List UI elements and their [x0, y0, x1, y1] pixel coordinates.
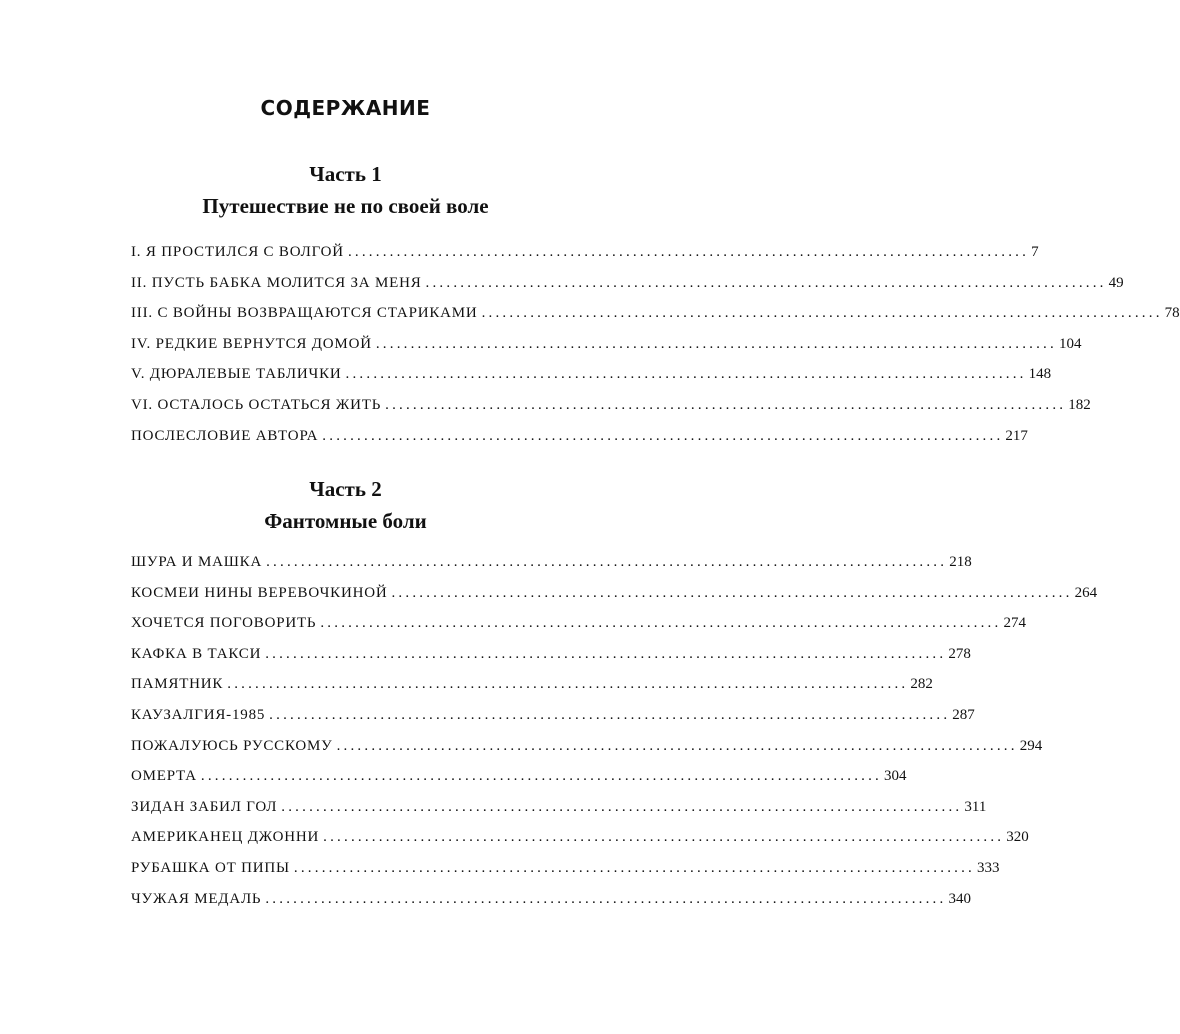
toc-entry[interactable]: [131, 884, 971, 915]
toc-entry-page: 7: [1031, 244, 1039, 260]
toc-entry-page: 320: [1006, 829, 1029, 846]
toc-entry-page: 287: [952, 706, 975, 723]
toc-entry[interactable]: [131, 421, 1028, 452]
toc-entry-page: 264: [1074, 584, 1098, 601]
part-2-heading: [0, 473, 691, 537]
toc-entry-page: 278: [948, 645, 971, 662]
toc-entry-title: V. ДЮРАЛЕВЫЕ ТАБЛИЧКИ: [131, 366, 342, 383]
toc-entry-title: ШУРА И МАШКА: [131, 554, 263, 570]
toc-leader: ..................................................................................................: [265, 645, 947, 662]
toc-entry-title: VI. ОСТАЛОСЬ ОСТАТЬСЯ ЖИТЬ: [131, 396, 382, 413]
part-1-label: Часть 1: [309, 162, 382, 186]
toc-leader: ..................................................................................................: [481, 305, 1163, 322]
toc-entry-title: ПОСЛЕСЛОВИЕ АВТОРА: [131, 427, 319, 444]
toc-entry[interactable]: [131, 792, 987, 823]
toc-entry-page: 274: [1003, 615, 1026, 632]
toc-entry[interactable]: [131, 237, 1039, 268]
toc-entry-title: I. Я ПРОСТИЛСЯ С ВОЛГОЙ: [131, 244, 344, 260]
toc-entry[interactable]: [131, 822, 1029, 853]
part-2-toc: [131, 547, 1098, 914]
toc-entry[interactable]: [131, 639, 971, 670]
toc-entry-page: 217: [1005, 427, 1028, 444]
toc-entry[interactable]: [131, 853, 1000, 884]
toc-entry[interactable]: [131, 608, 1026, 639]
toc-entry-page: 294: [1019, 737, 1043, 754]
toc-entry[interactable]: [131, 390, 1091, 421]
toc-entry[interactable]: [131, 731, 1043, 762]
toc-leader: ..................................................................................................: [322, 427, 1004, 444]
toc-entry-page: 148: [1028, 366, 1052, 383]
toc-entry-title: ПАМЯТНИК: [131, 676, 224, 693]
toc-entry[interactable]: [131, 578, 1098, 609]
toc-entry-title: III. С ВОЙНЫ ВОЗВРАЩАЮТСЯ СТАРИКАМИ: [131, 305, 478, 322]
toc-leader: ..................................................................................................: [200, 768, 883, 785]
part-1-heading: [0, 158, 691, 222]
toc-entry-title: КАФКА В ТАКСИ: [131, 645, 262, 662]
toc-entry-page: 78: [1164, 305, 1180, 322]
toc-leader: ..................................................................................................: [269, 706, 951, 723]
toc-entry-title: КОСМЕИ НИНЫ ВЕРЕВОЧКИНОЙ: [131, 584, 388, 601]
toc-entry-page: 333: [977, 859, 1000, 876]
toc-entry-title: ЧУЖАЯ МЕДАЛЬ: [131, 890, 262, 907]
toc-leader: ..................................................................................................: [385, 396, 1067, 413]
toc-entry[interactable]: [131, 298, 1180, 329]
toc-leader: ..................................................................................................: [425, 274, 1107, 291]
part-2-label: Часть 2: [309, 477, 382, 501]
part-1-toc: [131, 237, 1180, 451]
toc-entry-page: 282: [910, 676, 933, 693]
toc-leader: ..................................................................................................: [266, 554, 948, 570]
part-2-subtitle: Фантомные боли: [264, 509, 427, 533]
toc-entry-page: 104: [1058, 335, 1082, 352]
toc-entry-page: 182: [1068, 396, 1091, 413]
toc-entry[interactable]: [131, 268, 1124, 299]
toc-entry-title: ХОЧЕТСЯ ПОГОВОРИТЬ: [131, 615, 317, 632]
toc-entry-title: РУБАШКА ОТ ПИПЫ: [131, 859, 290, 876]
toc-entry-title: КАУЗАЛГИЯ-1985: [131, 706, 266, 723]
toc-entry[interactable]: [131, 547, 972, 578]
toc-entry[interactable]: [131, 359, 1052, 390]
toc-leader: ..................................................................................................: [265, 890, 947, 907]
part-1-subtitle: Путешествие не по своей воле: [202, 194, 489, 218]
toc-entry-page: 311: [964, 798, 987, 815]
toc-entry-page: 304: [884, 768, 907, 785]
toc-entry-page: 218: [949, 554, 972, 570]
toc-entry-title: IV. РЕДКИЕ ВЕРНУТСЯ ДОМОЙ: [131, 335, 372, 352]
toc-entry-page: 340: [948, 890, 971, 907]
toc-entry[interactable]: [131, 700, 975, 731]
toc-leader: ..................................................................................................: [375, 335, 1057, 352]
toc-leader: ..................................................................................................: [323, 829, 1005, 846]
toc-leader: ..................................................................................................: [227, 676, 909, 693]
page-title: СОДЕРЖАНИЕ: [260, 96, 431, 120]
toc-entry-title: ОМЕРТА: [131, 768, 197, 785]
toc-entry[interactable]: [131, 761, 907, 792]
toc-leader: ..................................................................................................: [293, 859, 975, 876]
toc-entry-title: ПОЖАЛУЮСЬ РУССКОМУ: [131, 737, 333, 754]
toc-entry[interactable]: [131, 669, 933, 700]
toc-leader: ..................................................................................................: [336, 737, 1018, 754]
toc-leader: ..................................................................................................: [345, 366, 1027, 383]
toc-leader: ..................................................................................................: [320, 615, 1002, 632]
toc-leader: ..................................................................................................: [347, 244, 1030, 260]
toc-entry[interactable]: [131, 329, 1082, 360]
toc-leader: ..................................................................................................: [281, 798, 963, 815]
toc-entry-title: ЗИДАН ЗАБИЛ ГОЛ: [131, 798, 278, 815]
toc-entry-title: II. ПУСТЬ БАБКА МОЛИТСЯ ЗА МЕНЯ: [131, 274, 422, 291]
toc-leader: ..................................................................................................: [391, 584, 1073, 601]
toc-entry-title: АМЕРИКАНЕЦ ДЖОННИ: [131, 829, 320, 846]
toc-entry-page: 49: [1108, 274, 1124, 291]
